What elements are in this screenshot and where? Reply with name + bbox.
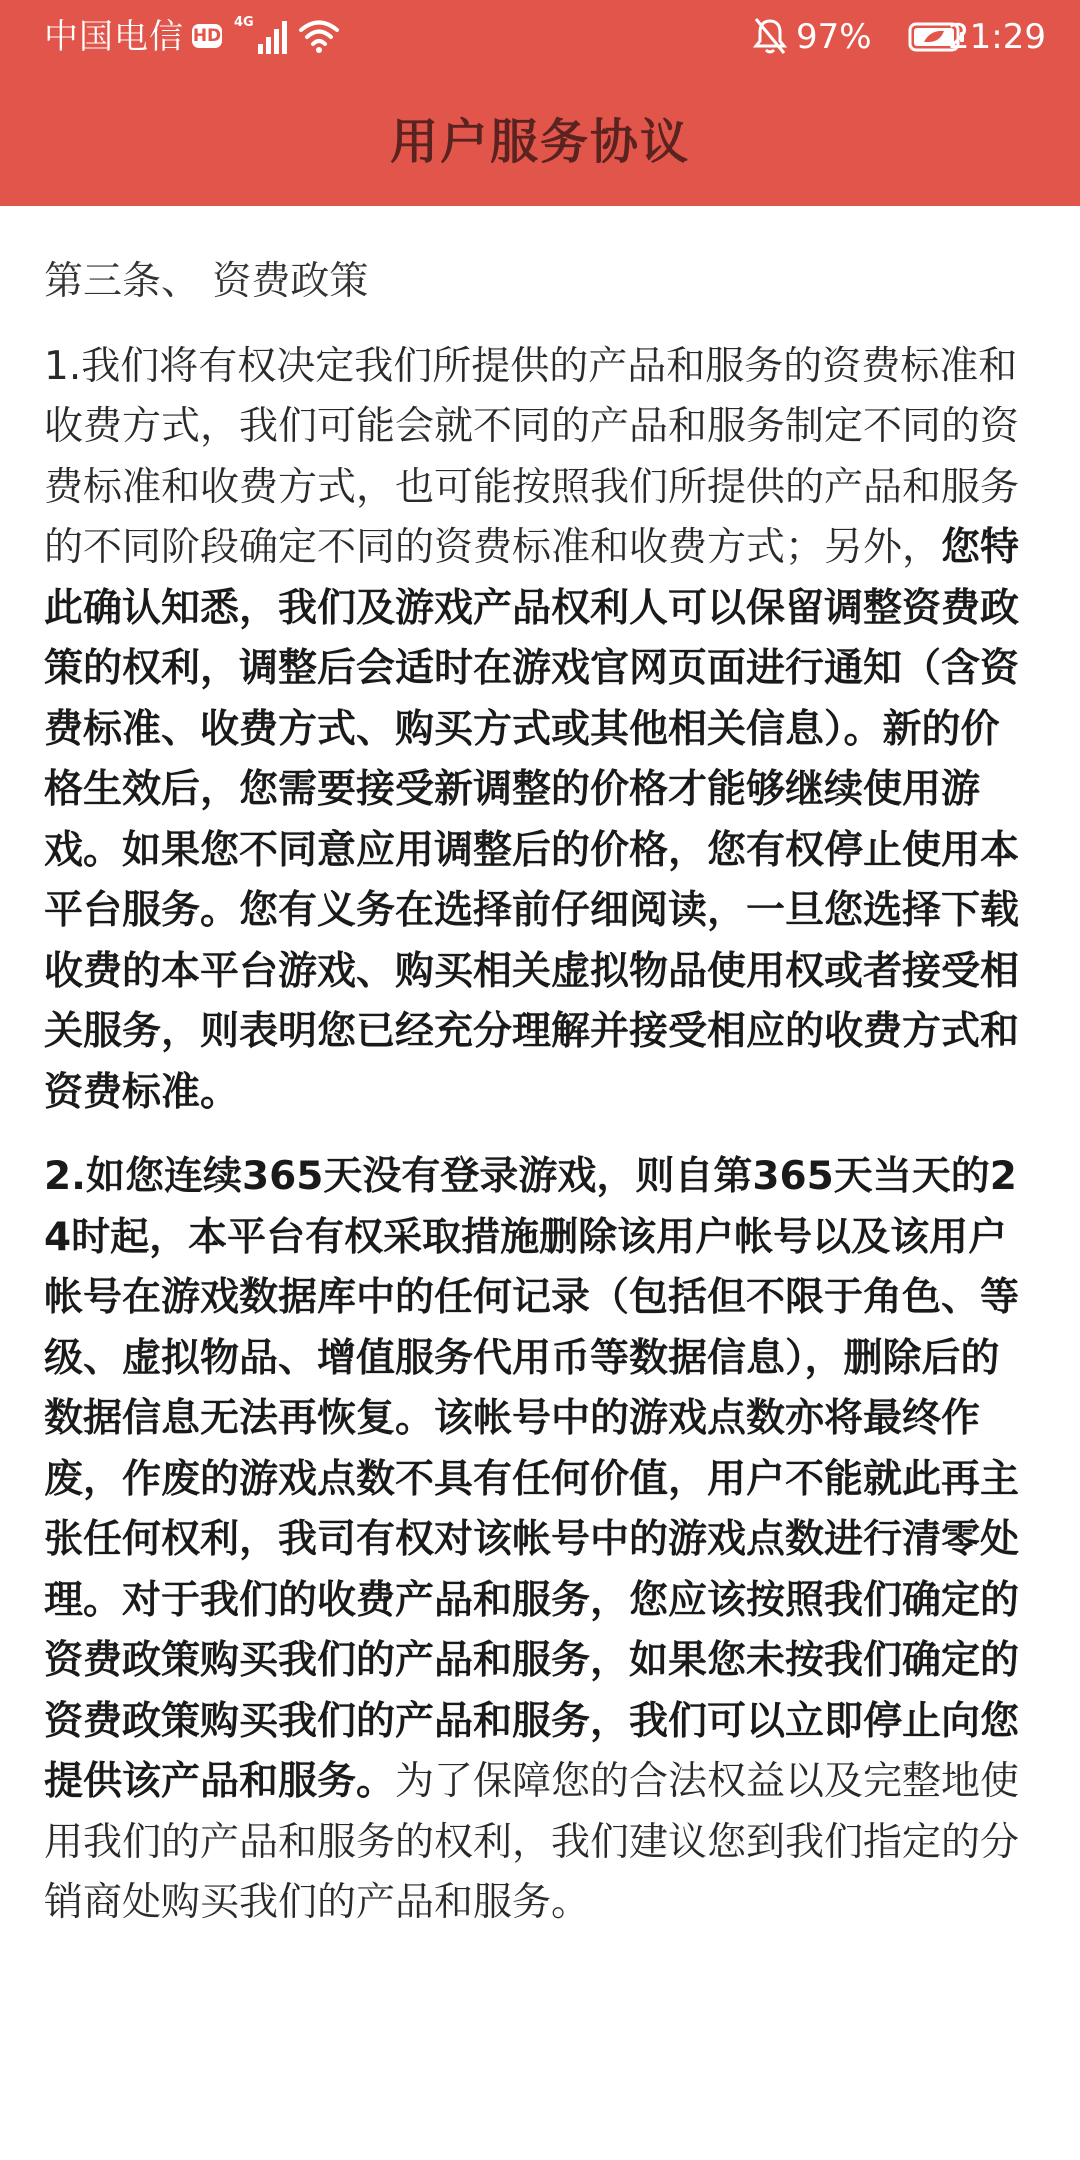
network-type-label: 4G: [234, 15, 254, 30]
paragraph-fee-policy: [44, 337, 1034, 1124]
paragraph-1-bold-text: 您特此确认知悉，我们及游戏产品权利人可以保留调整资费政策的权利，调整后会适时在游戏官网页面进行通知（含资费标准、收费方式、购买方式或其他相关信息）。新的价格生效后，您需要接受新调整的价格才能够继续使用游戏。如果您不同意应用调整后的价格，您有权停止使用本平台服务。您有义务在选择前仔细阅读，一旦您选择下载收费的本平台游戏、购买相关虚拟物品使用权或者接受相关服务，则表明您已经充分理解并接受相应的收费方式和资费标准。: [44, 525, 1020, 1115]
carrier-name: 中国电信: [44, 17, 184, 57]
status-bar: [0, 0, 1080, 74]
section-title: 第三条、 资费政策: [44, 259, 369, 304]
signal-icon: [234, 16, 294, 56]
clock: 21:29: [948, 17, 1046, 57]
battery-percent: 97%: [796, 17, 872, 57]
mute-icon: [752, 16, 788, 56]
paragraph-1-normal-text: 1.我们将有权决定我们所提供的产品和服务的资费标准和收费方式，我们可能会就不同的产品和服务制定不同的资费标准和收费方式，也可能按照我们所提供的产品和服务的不同阶段确定不同的资费标准和收费方式；另外，: [44, 343, 1020, 570]
paragraph-2-normal-text: 为了保障您的合法权益以及完整地使用我们的产品和服务的权利，我们建议您到我们指定的分销商处购买我们的产品和服务。: [44, 1759, 1020, 1925]
wifi-icon: [298, 18, 340, 54]
app-header: [0, 0, 1080, 206]
agreement-content: [44, 252, 1034, 1958]
paragraph-2-bold-text: 2.如您连续365天没有登录游戏，则自第365天当天的24时起，本平台有权采取措施删除该用户帐号以及该用户帐号在游戏数据库中的任何记录（包括但不限于角色、等级、虚拟物品、增值服务代用币等数据信息），删除后的数据信息无法再恢复。该帐号中的游戏点数亦将最终作废，作废的游戏点数不具有任何价值，用户不能就此再主张任何权利，我司有权对该帐号中的游戏点数进行清零处理。对于我们的收费产品和服务，您应该按照我们确定的资费政策购买我们的产品和服务，如果您未按我们确定的资费政策购买我们的产品和服务，我们可以立即停止向您提供该产品和服务。: [44, 1154, 1020, 1804]
paragraph-account-deletion: [44, 1147, 1034, 1934]
hd-icon: HD: [192, 26, 222, 46]
page-title: 用户服务协议: [389, 114, 690, 170]
